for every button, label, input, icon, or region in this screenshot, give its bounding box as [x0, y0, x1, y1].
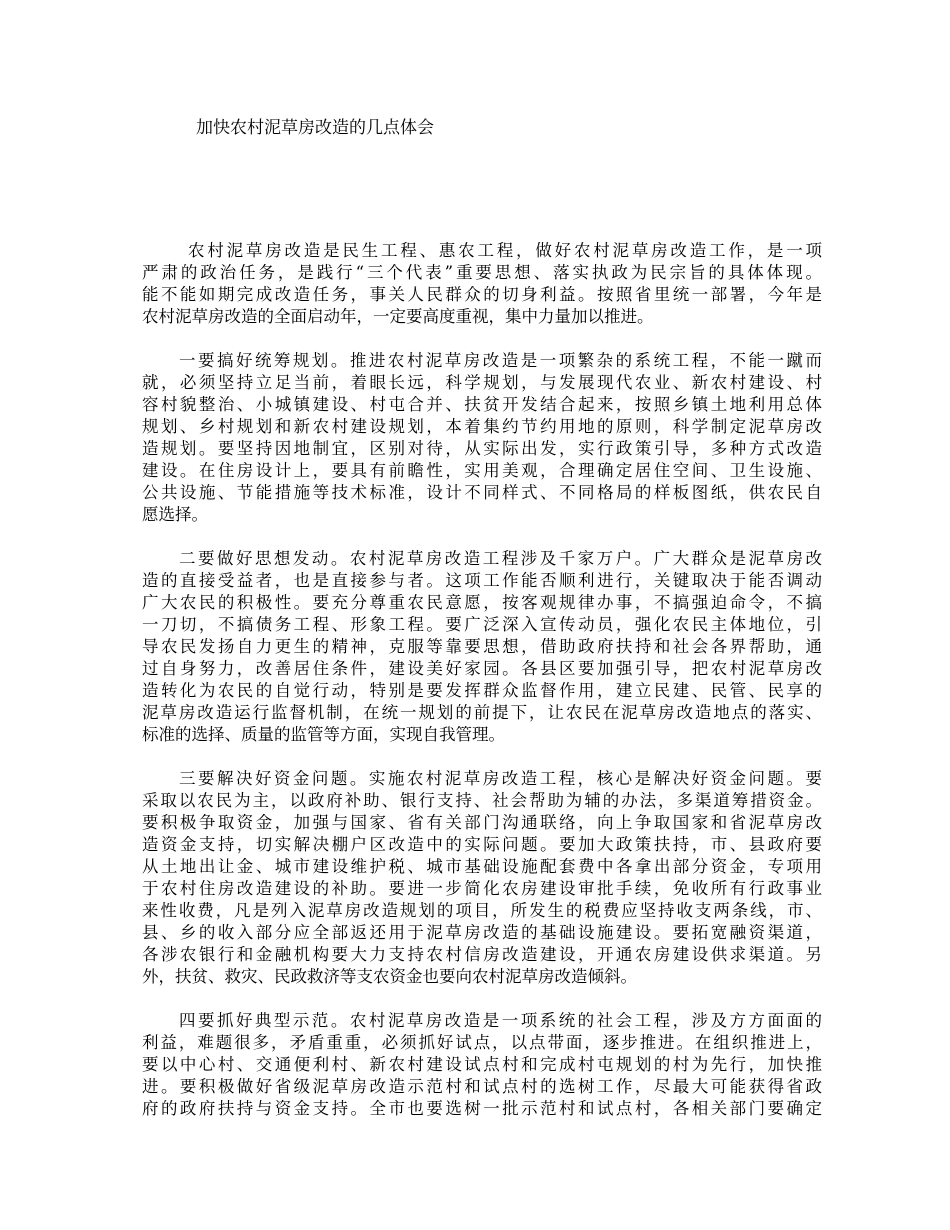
- text-line: 造转化为农民的自觉行动，特别是要发挥群众监督作用，建立民建、民管、民享的: [142, 681, 822, 700]
- text-line: 进。要积极做好省级泥草房改造示范村和试点村的选树工作，尽最大可能获得省政: [142, 1077, 822, 1096]
- text-line: 泥草房改造运行监督机制，在统一规划的前提下，让农民在泥草房改造地点的落实、: [142, 703, 822, 722]
- text-line: 公共设施、节能措施等技术标准，设计不同样式、不同格局的样板图纸，供农民自: [142, 483, 822, 502]
- text-line: 三要解决好资金问题。实施农村泥草房改造工程，核心是解决好资金问题。要: [179, 769, 822, 788]
- document-body: [142, 240, 822, 1142]
- text-line: 农村泥草房改造是民生工程、惠农工程，做好农村泥草房改造工作，是一项: [188, 241, 822, 260]
- paragraph-demonstration: [142, 1010, 822, 1120]
- paragraph-intro: [142, 240, 822, 328]
- text-line: 就，必须坚持立足当前，着眼长远，科学规划，与发展现代农业、新农村建设、村: [142, 373, 822, 392]
- text-line: 从土地出让金、城市建设维护税、城市基础设施配套费中各拿出部分资金，专项用: [142, 857, 822, 876]
- text-line: 造资金支持，切实解决棚户区改造中的实际问题。要加大政策扶持，市、县政府要: [142, 835, 822, 854]
- text-line: 二要做好思想发动。农村泥草房改造工程涉及千家万户。广大群众是泥草房改: [179, 549, 822, 568]
- paragraph-planning: [142, 350, 822, 526]
- text-line: 利益，难题很多，矛盾重重，必须抓好试点，以点带面，逐步推进。在组织推进上，: [142, 1033, 822, 1052]
- text-line: 一刀切，不搞债务工程、形象工程。要广泛深入宣传动员，强化农民主体地位，引: [142, 615, 822, 634]
- text-line: 严肃的政治任务，是践行“三个代表”重要思想、落实执政为民宗旨的具体体现。: [142, 263, 822, 282]
- text-line: 导农民发扬自力更生的精神，克服等靠要思想，借助政府扶持和社会各界帮助，通: [142, 637, 822, 656]
- text-line: 造的直接受益者，也是直接参与者。这项工作能否顺利进行，关键取决于能否调动: [142, 571, 822, 590]
- text-line: 规划、乡村规划和新农村建设规划，本着集约节约用地的原则，科学制定泥草房改: [142, 417, 822, 436]
- text-line: 愿选择。: [142, 505, 208, 524]
- text-line: 四要抓好典型示范。农村泥草房改造是一项系统的社会工程，涉及方方面面的: [179, 1011, 822, 1030]
- paragraph-funding: [142, 768, 822, 988]
- text-line: 要以中心村、交通便利村、新农村建设试点村和完成村屯规划的村为先行，加快推: [142, 1055, 822, 1074]
- text-line: 容村貌整治、小城镇建设、村屯合并、扶贫开发结合起来，按照乡镇土地利用总体: [142, 395, 822, 414]
- text-line: 建设。在住房设计上，要具有前瞻性，实用美观，合理确定居住空间、卫生设施、: [142, 461, 822, 480]
- text-line: 于农村住房改造建设的补助。要进一步简化农房建设审批手续，免收所有行政事业: [142, 879, 822, 898]
- text-line: 标准的选择、质量的监管等方面，实现自我管理。: [142, 725, 505, 744]
- text-line: 能不能如期完成改造任务，事关人民群众的切身利益。按照省里统一部署，今年是: [142, 285, 822, 304]
- text-line: 造规划。要坚持因地制宜，区别对待，从实际出发，实行政策引导，多种方式改造: [142, 439, 822, 458]
- text-line: 来性收费，凡是列入泥草房改造规划的项目，所发生的税费应坚持收支两条线，市、: [142, 901, 822, 920]
- text-line: 外，扶贫、救灾、民政救济等支农资金也要向农村泥草房改造倾斜。: [142, 967, 637, 986]
- paragraph-mobilization: [142, 548, 822, 746]
- text-line: 县、乡的收入部分应全部返还用于泥草房改造的基础设施建设。要拓宽融资渠道，: [142, 923, 822, 942]
- text-line: 要积极争取资金，加强与国家、省有关部门沟通联络，向上争取国家和省泥草房改: [142, 813, 822, 832]
- text-line: 过自身努力，改善居住条件，建设美好家园。各县区要加强引导，把农村泥草房改: [142, 659, 822, 678]
- text-line: 采取以农民为主，以政府补助、银行支持、社会帮助为辅的办法，多渠道筹措资金。: [142, 791, 822, 810]
- document-title: 加快农村泥草房改造的几点体会: [196, 118, 434, 138]
- text-line: 一要搞好统筹规划。推进农村泥草房改造是一项繁杂的系统工程，不能一蹴而: [179, 351, 822, 370]
- text-line: 府的政府扶持与资金支持。全市也要选树一批示范村和试点村，各相关部门要确定: [142, 1099, 822, 1118]
- text-line: 各涉农银行和金融机构要大力支持农村信房改造建设，开通农房建设供求渠道。另: [142, 945, 822, 964]
- text-line: 农村泥草房改造的全面启动年，一定要高度重视，集中力量加以推进。: [142, 307, 654, 326]
- text-line: 广大农民的积极性。要充分尊重农民意愿，按客观规律办事，不搞强迫命令，不搞: [142, 593, 822, 612]
